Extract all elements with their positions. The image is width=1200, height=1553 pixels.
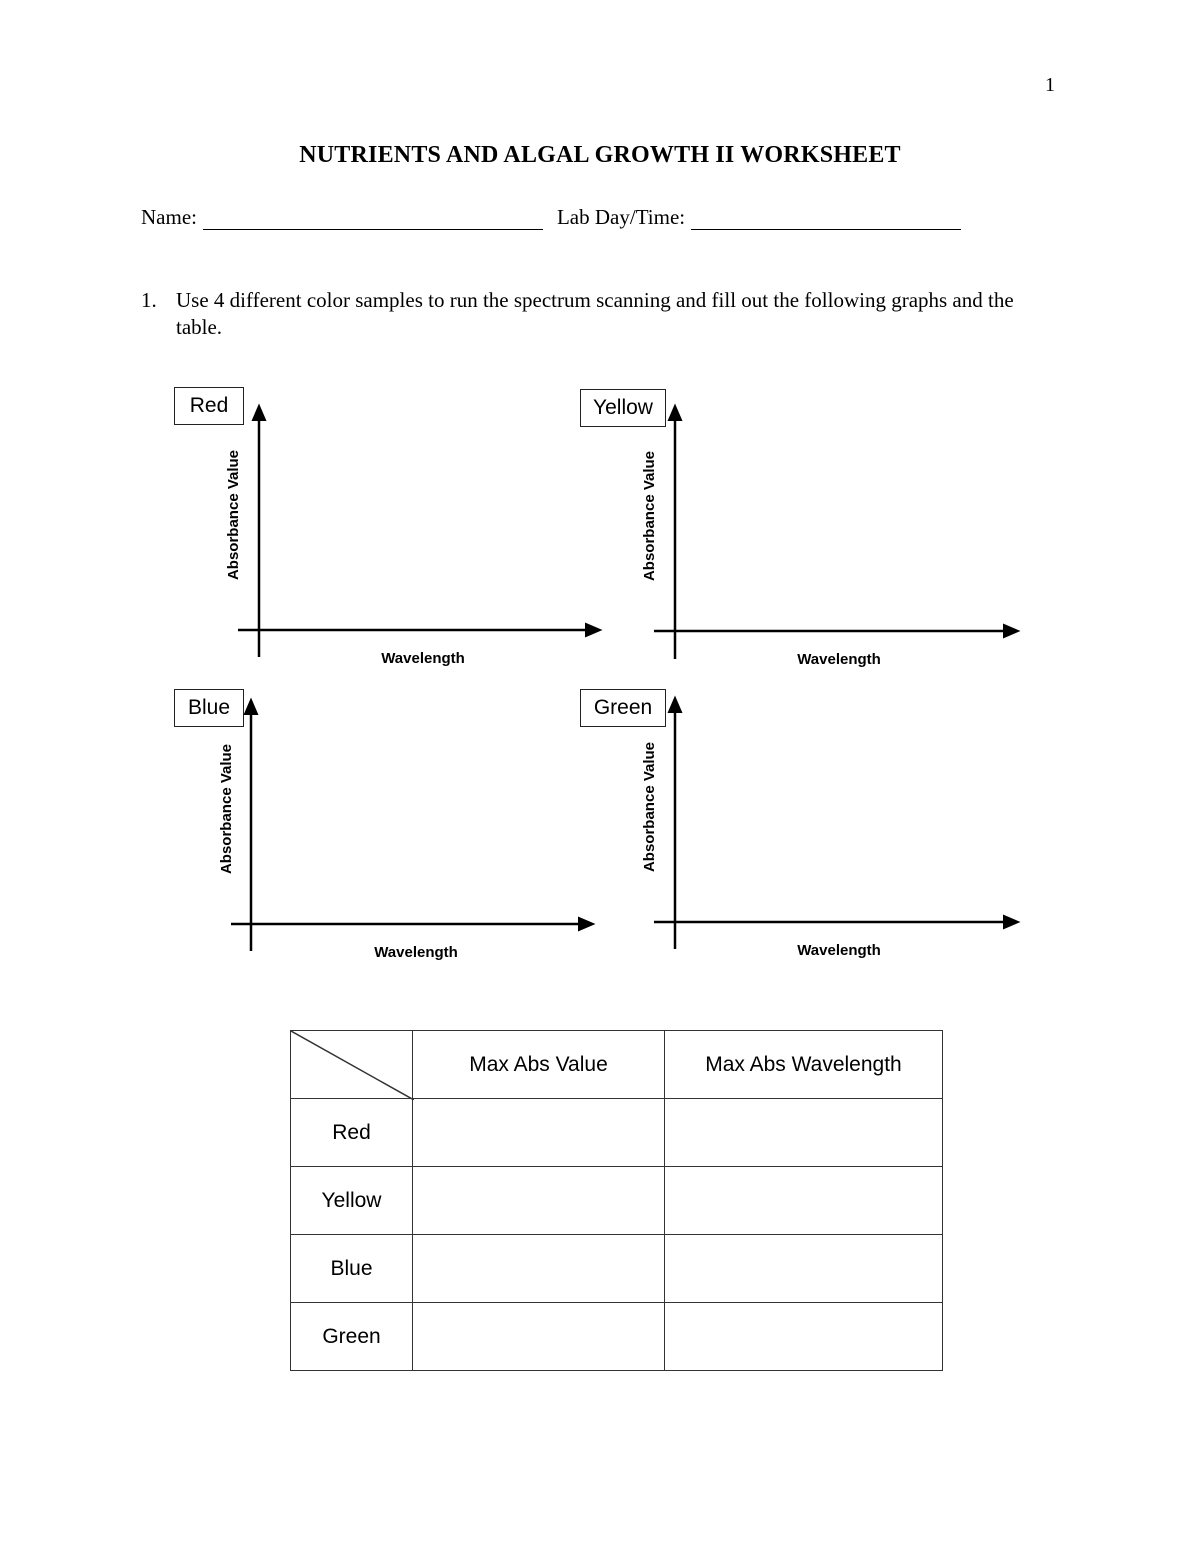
y-axis-label: Absorbance Value — [641, 450, 658, 582]
x-axis-label: Wavelength — [381, 650, 465, 667]
table-row — [291, 1303, 943, 1371]
header-fields — [141, 205, 961, 230]
lab-day-time-label: Lab Day/Time: — [556, 205, 686, 229]
graph-yellow[interactable] — [580, 389, 1000, 679]
graph-label: Yellow — [580, 389, 666, 427]
row-header: Red — [291, 1099, 413, 1167]
x-axis-label: Wavelength — [374, 944, 458, 961]
y-axis-label: Absorbance Value — [641, 741, 658, 873]
graph-label: Red — [174, 387, 244, 425]
row-header: Blue — [291, 1235, 413, 1303]
table-cell-max-abs-value[interactable] — [413, 1167, 665, 1235]
x-axis-label: Wavelength — [797, 942, 881, 959]
table-cell-max-abs-wavelength[interactable] — [665, 1235, 943, 1303]
table-row — [291, 1167, 943, 1235]
table-row — [291, 1099, 943, 1167]
lab-day-time-field[interactable] — [691, 207, 961, 230]
y-axis-label: Absorbance Value — [218, 743, 235, 875]
graph-green[interactable] — [580, 689, 1000, 979]
graph-axes — [580, 389, 1020, 679]
table-cell-max-abs-wavelength[interactable] — [665, 1099, 943, 1167]
name-field[interactable] — [203, 207, 543, 230]
diagonal-divider — [291, 1031, 414, 1100]
y-axis-label: Absorbance Value — [225, 449, 242, 581]
results-table — [290, 1030, 943, 1371]
graph-label: Blue — [174, 689, 244, 727]
graph-blue[interactable] — [174, 689, 594, 979]
row-header: Green — [291, 1303, 413, 1371]
table-header-row — [291, 1031, 943, 1099]
table-cell-max-abs-wavelength[interactable] — [665, 1167, 943, 1235]
graph-axes — [174, 689, 604, 979]
page-title: NUTRIENTS AND ALGAL GROWTH II WORKSHEET — [299, 142, 901, 168]
corner-cell — [291, 1031, 413, 1099]
table-cell-max-abs-value[interactable] — [413, 1303, 665, 1371]
graph-label: Green — [580, 689, 666, 727]
table-cell-max-abs-value[interactable] — [413, 1235, 665, 1303]
name-label: Name: — [141, 205, 197, 229]
table-cell-max-abs-wavelength[interactable] — [665, 1303, 943, 1371]
question-number: 1. — [141, 288, 157, 312]
table-row — [291, 1235, 943, 1303]
graph-axes — [580, 689, 1020, 979]
column-header: Max Abs Value — [413, 1031, 665, 1099]
graph-axes — [174, 387, 604, 677]
column-header: Max Abs Wavelength — [665, 1031, 943, 1099]
x-axis-label: Wavelength — [797, 651, 881, 668]
question-text: Use 4 different color samples to run the spectrum scanning and fill out the following graphs and the table. — [176, 288, 1014, 339]
graph-red[interactable] — [174, 387, 594, 677]
page-number: 1 — [1045, 74, 1055, 96]
table-cell-max-abs-value[interactable] — [413, 1099, 665, 1167]
row-header: Yellow — [291, 1167, 413, 1235]
